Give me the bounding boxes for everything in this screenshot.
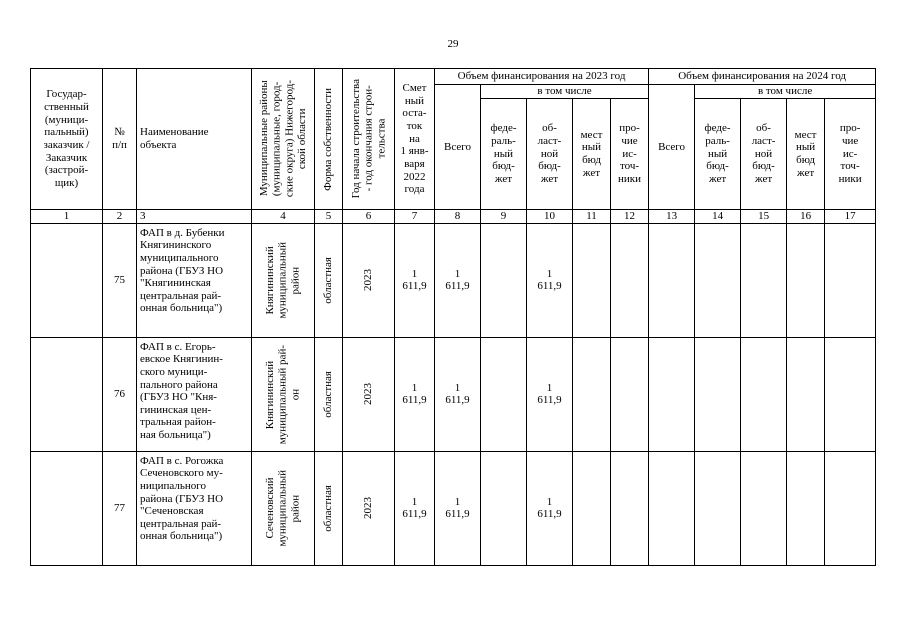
header-total-2023: Всего — [435, 85, 481, 210]
column-number: 7 — [395, 210, 435, 224]
cell-other-2023 — [611, 223, 649, 337]
header-customer: Государ- ственный (муници- пальный) заказчик / Заказчик (застрой- щик) — [31, 69, 103, 210]
cell-local-2023 — [573, 337, 611, 451]
cell-customer — [31, 337, 103, 451]
column-number: 10 — [527, 210, 573, 224]
header-other-2023: про- чие ис- точ- ники — [611, 99, 649, 210]
cell-ownership: областная — [315, 451, 343, 565]
cell-local-2024 — [787, 223, 825, 337]
cell-regional-2024 — [741, 451, 787, 565]
cell-total-2024 — [649, 223, 695, 337]
cell-regional-2023: 1 611,9 — [527, 451, 573, 565]
cell-regional-2023: 1 611,9 — [527, 223, 573, 337]
cell-estimate: 1 611,9 — [395, 337, 435, 451]
cell-other-2023 — [611, 451, 649, 565]
header-number: № п/п — [103, 69, 137, 210]
column-number: 1 — [31, 210, 103, 224]
column-numbers-row — [31, 210, 876, 224]
cell-federal-2023 — [481, 451, 527, 565]
header-including-2024: в том числе — [695, 85, 876, 99]
cell-regional-2024 — [741, 337, 787, 451]
header-years: Год начала строительства - год окончания строи- тельства — [343, 69, 395, 210]
cell-local-2024 — [787, 337, 825, 451]
financing-table — [30, 68, 876, 566]
header-federal-2024: феде- раль- ный бюд- жет — [695, 99, 741, 210]
cell-object-name: ФАП в с. Егорь- евское Княгинин- ского муници- пального района (ГБУЗ НО "Кня- гининская цен- тральная район- ная больница") — [137, 337, 252, 451]
cell-local-2024 — [787, 451, 825, 565]
cell-total-2023: 1 611,9 — [435, 451, 481, 565]
cell-local-2023 — [573, 223, 611, 337]
cell-customer — [31, 223, 103, 337]
column-number: 13 — [649, 210, 695, 224]
column-number: 12 — [611, 210, 649, 224]
cell-other-2023 — [611, 337, 649, 451]
header-federal-2023: феде- раль- ный бюд- жет — [481, 99, 527, 210]
cell-regional-2024 — [741, 223, 787, 337]
header-estimate: Смет ный оста- ток на 1 янв- варя 2022 года — [395, 69, 435, 210]
column-number: 5 — [315, 210, 343, 224]
cell-years: 2023 — [343, 451, 395, 565]
cell-federal-2023 — [481, 337, 527, 451]
column-number: 11 — [573, 210, 611, 224]
header-ownership: Форма собственности — [315, 69, 343, 210]
cell-estimate: 1 611,9 — [395, 223, 435, 337]
cell-other-2024 — [825, 451, 876, 565]
column-number: 16 — [787, 210, 825, 224]
cell-ownership: областная — [315, 337, 343, 451]
cell-local-2023 — [573, 451, 611, 565]
cell-total-2024 — [649, 451, 695, 565]
cell-number: 77 — [103, 451, 137, 565]
cell-federal-2024 — [695, 337, 741, 451]
cell-object-name: ФАП в с. Рогожка Сеченовского му- ниципального района (ГБУЗ НО "Сеченовская центральная рай- онная больница") — [137, 451, 252, 565]
column-number: 3 — [137, 210, 252, 224]
table-row — [31, 337, 876, 451]
column-number: 9 — [481, 210, 527, 224]
column-number: 6 — [343, 210, 395, 224]
cell-total-2023: 1 611,9 — [435, 337, 481, 451]
cell-object-name: ФАП в д. Бубенки Княгининского муниципального района (ГБУЗ НО "Княгининская центральная рай- онная больница") — [137, 223, 252, 337]
cell-federal-2024 — [695, 223, 741, 337]
column-number: 17 — [825, 210, 876, 224]
header-districts: Муниципальные районы (муниципальные, город- ские округа) Нижегород- ской области — [252, 69, 315, 210]
cell-number: 76 — [103, 337, 137, 451]
cell-number: 75 — [103, 223, 137, 337]
header-local-2024: мест ный бюд жет — [787, 99, 825, 210]
page-number: 29 — [447, 38, 459, 50]
cell-district: Княгининский муниципальный район — [252, 223, 315, 337]
header-regional-2024: об- ласт- ной бюд- жет — [741, 99, 787, 210]
cell-total-2023: 1 611,9 — [435, 223, 481, 337]
header-local-2023: мест ный бюд жет — [573, 99, 611, 210]
cell-other-2024 — [825, 223, 876, 337]
cell-estimate: 1 611,9 — [395, 451, 435, 565]
cell-federal-2024 — [695, 451, 741, 565]
header-object-name: Наименование объекта — [137, 69, 252, 210]
column-number: 14 — [695, 210, 741, 224]
column-number: 15 — [741, 210, 787, 224]
header-regional-2023: об- ласт- ной бюд- жет — [527, 99, 573, 210]
column-number: 2 — [103, 210, 137, 224]
header-financing-2024: Объем финансирования на 2024 год — [649, 69, 876, 85]
column-number: 4 — [252, 210, 315, 224]
cell-other-2024 — [825, 337, 876, 451]
header-including-2023: в том числе — [481, 85, 649, 99]
cell-years: 2023 — [343, 337, 395, 451]
cell-customer — [31, 451, 103, 565]
header-financing-2023: Объем финансирования на 2023 год — [435, 69, 649, 85]
cell-federal-2023 — [481, 223, 527, 337]
header-other-2024: про- чие ис- точ- ники — [825, 99, 876, 210]
cell-years: 2023 — [343, 223, 395, 337]
table-row — [31, 223, 876, 337]
cell-district: Княгининский муниципальный рай- он — [252, 337, 315, 451]
table-row — [31, 451, 876, 565]
column-number: 8 — [435, 210, 481, 224]
header-total-2024: Всего — [649, 85, 695, 210]
cell-regional-2023: 1 611,9 — [527, 337, 573, 451]
cell-total-2024 — [649, 337, 695, 451]
cell-ownership: областная — [315, 223, 343, 337]
cell-district: Сеченовский муниципальный район — [252, 451, 315, 565]
